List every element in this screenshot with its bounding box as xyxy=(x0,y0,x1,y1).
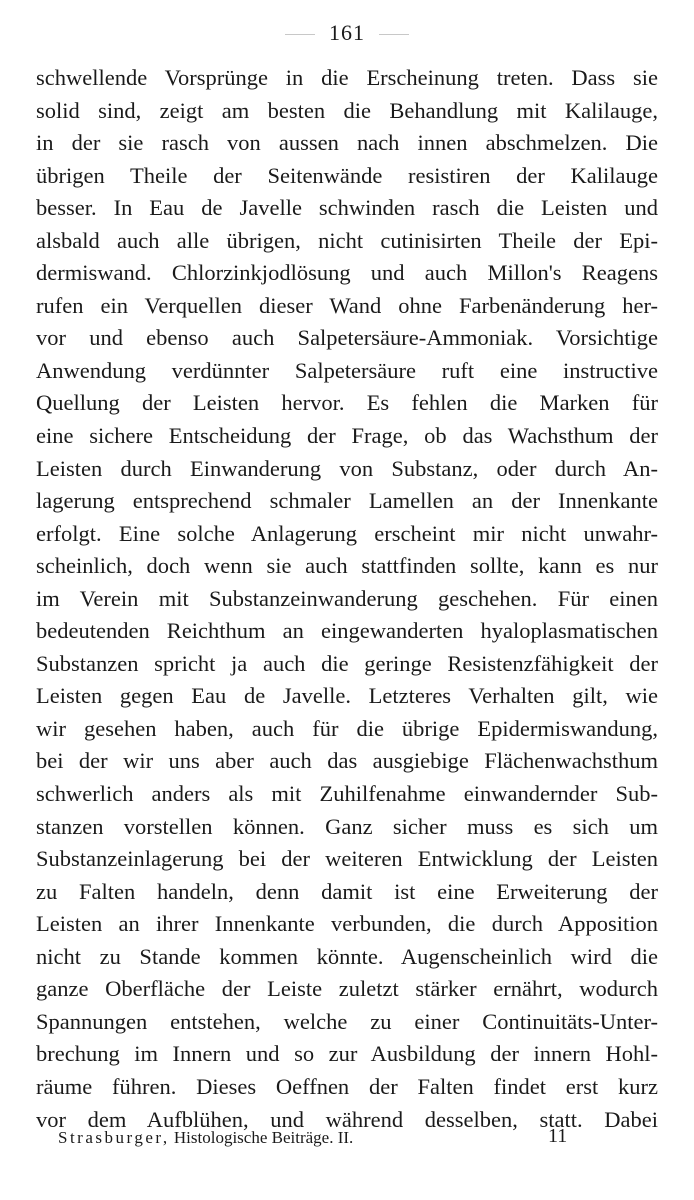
text-line: Anwendung verdünnter Salpetersäure ruft eine instructive xyxy=(36,357,658,383)
page-number-header xyxy=(0,20,694,46)
text-line: solid sind, zeigt am besten die Behandlung mit Kalilauge, xyxy=(36,97,658,123)
body-text xyxy=(36,62,658,1136)
text-line: nicht zu Stande kommen könnte. Augenscheinlich wird die xyxy=(36,943,658,969)
header-left-rule xyxy=(285,34,315,35)
text-line: vor und ebenso auch Salpetersäure-Ammoniak. Vorsichtige xyxy=(36,325,658,351)
text-line: Substanzeinlagerung bei der weiteren Entwicklung der Leisten xyxy=(36,846,658,872)
text-line: übrigen Theile der Seitenwände resistiren der Kalilauge xyxy=(36,162,658,188)
text-line: schwellende Vorsprünge in die Erscheinung treten. Dass sie xyxy=(36,65,658,90)
text-line: Substanzen spricht ja auch die geringe Resistenzfähigkeit der xyxy=(36,650,658,676)
text-line: eine sichere Entscheidung der Frage, ob das Wachsthum der xyxy=(36,423,658,449)
text-line: bedeutenden Reichthum an eingewanderten hyaloplasmatischen xyxy=(36,618,658,644)
text-line: wir gesehen haben, auch für die übrige Epidermiswandung, xyxy=(36,715,658,741)
text-line: lagerung entsprechend schmaler Lamellen an der Innenkante xyxy=(36,488,658,514)
text-line: brechung im Innern und so zur Ausbildung der innern Hohl- xyxy=(36,1041,658,1067)
text-line: ganze Oberfläche der Leiste zuletzt stärker ernährt, wodurch xyxy=(36,976,658,1002)
text-line: im Verein mit Substanzeinwanderung geschehen. Für einen xyxy=(36,585,658,611)
sheet-number: 11 xyxy=(548,1125,568,1147)
text-line: stanzen vorstellen können. Ganz sicher muss es sich um xyxy=(36,813,658,839)
text-line: Leisten an ihrer Innenkante verbunden, die durch Apposition xyxy=(36,911,658,937)
text-line: Leisten durch Einwanderung von Substanz, oder durch An- xyxy=(36,455,658,481)
text-line: Spannungen entstehen, welche zu einer Continuitäts-Unter- xyxy=(36,1008,658,1034)
text-line: Quellung der Leisten hervor. Es fehlen die Marken für xyxy=(36,390,658,416)
text-line: vor dem Aufblühen, und während desselben, statt. Dabei xyxy=(36,1106,658,1132)
signature-line xyxy=(58,1126,578,1150)
text-line: dermiswand. Chlorzinkjodlösung und auch Millon's Reagens xyxy=(36,260,658,286)
text-line: Leisten gegen Eau de Javelle. Letzteres Verhalten gilt, wie xyxy=(36,683,658,709)
text-line: rufen ein Verquellen dieser Wand ohne Farbenänderung her- xyxy=(36,292,658,318)
text-line: scheinlich, doch wenn sie auch stattfinden sollte, kann es nur xyxy=(36,553,658,579)
text-line: erfolgt. Eine solche Anlagerung erscheint mir nicht unwahr- xyxy=(36,520,658,546)
header-right-rule xyxy=(379,34,409,35)
text-line: bei der wir uns aber auch das ausgiebige Flächenwachsthum xyxy=(36,748,658,774)
text-line: zu Falten handeln, denn damit ist eine Erweiterung der xyxy=(36,878,658,904)
signature-author: Strasburger, xyxy=(58,1128,170,1147)
page-number: 161 xyxy=(329,20,365,45)
text-line: besser. In Eau de Javelle schwinden rasch die Leisten und xyxy=(36,195,658,221)
text-line: in der sie rasch von aussen nach innen abschmelzen. Die xyxy=(36,130,658,156)
text-line: räume führen. Dieses Oeffnen der Falten findet erst kurz xyxy=(36,1073,658,1099)
signature-title: Histologische Beiträge. II. xyxy=(173,1128,354,1147)
text-line: alsbald auch alle übrigen, nicht cutinisirten Theile der Epi- xyxy=(36,227,658,253)
text-line: schwerlich anders als mit Zuhilfenahme einwandernder Sub- xyxy=(36,781,658,807)
